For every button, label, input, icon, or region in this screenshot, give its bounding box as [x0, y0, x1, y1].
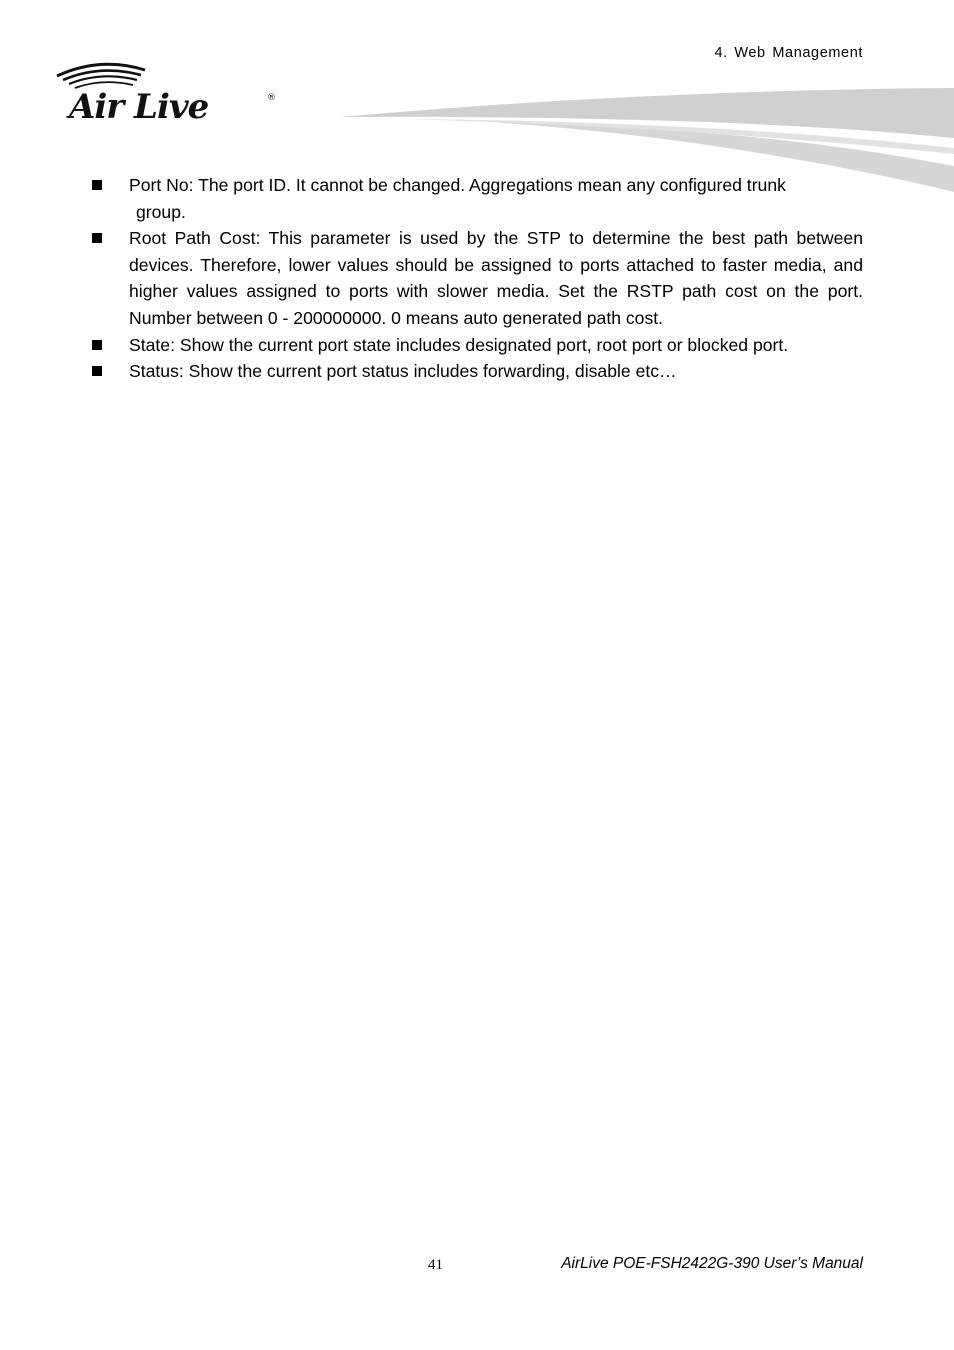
section-header: 4. Web Management	[714, 45, 863, 61]
bullet-list	[91, 172, 863, 385]
bullet-text: State: Show the current port state includes designated port, root port or blocked port.	[129, 334, 789, 355]
page-number: 41	[428, 1257, 443, 1273]
bullet-item-status	[91, 358, 863, 385]
square-bullet-icon	[92, 233, 102, 243]
bullet-item-port-no	[91, 172, 863, 225]
bullet-text: Root Path Cost: This parameter is used by the STP to determine the best path between devices. Therefore, lower values should be assigned to ports attached to faster media, and higher values assigned to ports with slower media. Set the RSTP path cost on the port. Number between 0 - 200000000. 0 means auto generated path cost.	[129, 228, 863, 328]
square-bullet-icon	[92, 180, 102, 190]
square-bullet-icon	[92, 366, 102, 376]
bullet-item-root-path-cost	[91, 225, 863, 331]
svg-text:Air Live: Air Live	[69, 87, 209, 124]
square-bullet-icon	[92, 340, 102, 350]
bullet-text: Port No: The port ID. It cannot be changed. Aggregations mean any configured trunk	[129, 175, 786, 195]
bullet-text-continuation: group.	[136, 201, 186, 222]
airlive-logo	[55, 58, 280, 124]
bullet-text: Status: Show the current port status includes forwarding, disable etc…	[129, 361, 677, 382]
svg-text:®: ®	[267, 93, 276, 103]
bullet-item-state	[91, 332, 863, 359]
manual-title: AirLive POE-FSH2422G-390 User’s Manual	[561, 1255, 863, 1272]
